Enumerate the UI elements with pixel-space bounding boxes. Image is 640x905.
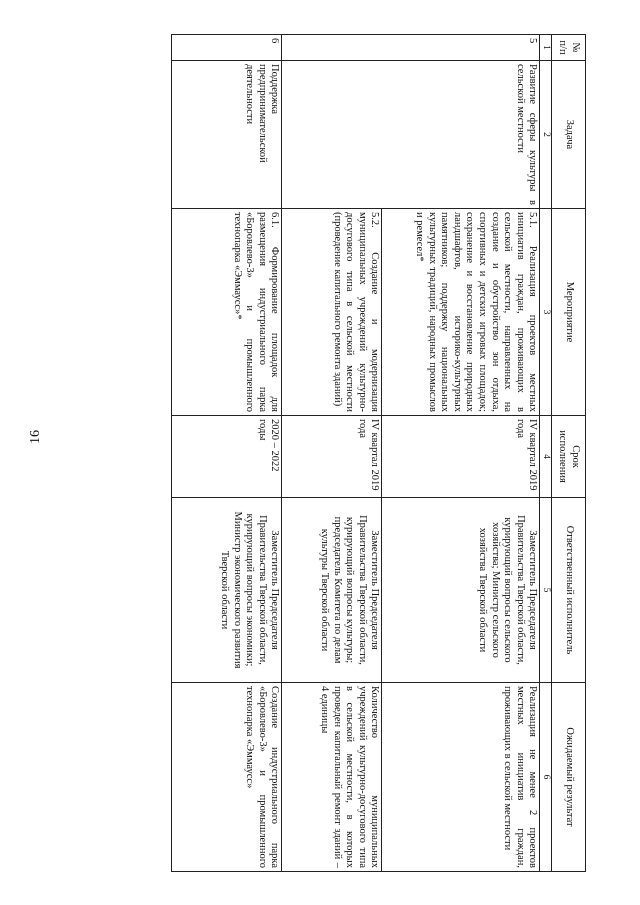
- task-cell: Поддержка предпринимательской деятельности: [172, 61, 282, 209]
- deadline-cell: IV квартал 2019 года: [282, 416, 382, 498]
- result-cell: Количество муниципальных учреждений культурно-досугового типа в сельской местности, в которых проведен капитальный ремонт зданий – 4 единицы: [282, 683, 382, 872]
- result-cell: Создание индустриального парка «Боровлево-3» и промышленного технопарка «Эммаусс»: [172, 683, 282, 872]
- header-result: Ожидаемый результат: [551, 683, 585, 872]
- column-number: 6: [540, 683, 551, 872]
- column-number: 4: [540, 416, 551, 498]
- responsible-cell: Заместитель Председателя Правительства Тверской области, курирующий вопросы экономики; Министр экономического развития Тверской области: [172, 498, 282, 683]
- column-number: 3: [540, 209, 551, 416]
- row-number-cell: 5: [282, 35, 540, 61]
- header-task: Задача: [551, 61, 585, 209]
- table-row: [172, 35, 282, 872]
- deadline-cell: 2020 – 2022 годы: [172, 416, 282, 498]
- header-row: [551, 35, 585, 872]
- row-number-cell: 6: [172, 35, 282, 61]
- column-number: 5: [540, 498, 551, 683]
- header-activity: Мероприятие: [551, 209, 585, 416]
- header-responsible: Ответственный исполнитель: [551, 498, 585, 683]
- deadline-cell: IV квартал 2019 года: [382, 416, 540, 498]
- rotated-page-content: [114, 34, 586, 871]
- responsible-cell: Заместитель Председателя Правительства Тверской области, курирующий вопросы культуры; председатель Комитета по делам культуры Тверской области: [282, 498, 382, 683]
- result-cell: Реализация не менее 2 проектов местных инициатив граждан, проживающих в сельской местности: [382, 683, 540, 872]
- header-num: № п/п: [551, 35, 585, 61]
- column-number-row: [540, 35, 551, 872]
- column-number: 1: [540, 35, 551, 61]
- activity-cell: 5.1. Реализация проектов местных инициатив граждан, проживающих в сельской местности, направленных на создание и обустройство зон отдыха, спортивных и детских игровых площадок; сохранение и восстановление природных ландшафтов, историко-культурных памятников; поддержку национальных культурных традиций, народных промыслов и ремесел*: [382, 209, 540, 416]
- page-number: 16: [28, 430, 43, 444]
- activity-cell: 5.2. Создание и модернизация муниципальных учреждений культурно-досугового типа в сельской местности (проведение капитального ремонта зданий): [282, 209, 382, 416]
- header-deadline: Срок исполнения: [551, 416, 585, 498]
- table-row: [382, 35, 540, 872]
- responsible-cell: Заместитель Председателя Правительства Тверской области, курирующий вопросы сельского хозяйства; Министр сельского хозяйства Тверской области: [382, 498, 540, 683]
- measures-table: [171, 34, 586, 872]
- task-cell: Развитие сферы культуры в сельской местности: [282, 61, 540, 209]
- activity-cell: 6.1. Формирование площадок для размещения индустриального парка «Боровлево-3» и промышленного технопарка «Эммаусс»*: [172, 209, 282, 416]
- column-number: 2: [540, 61, 551, 209]
